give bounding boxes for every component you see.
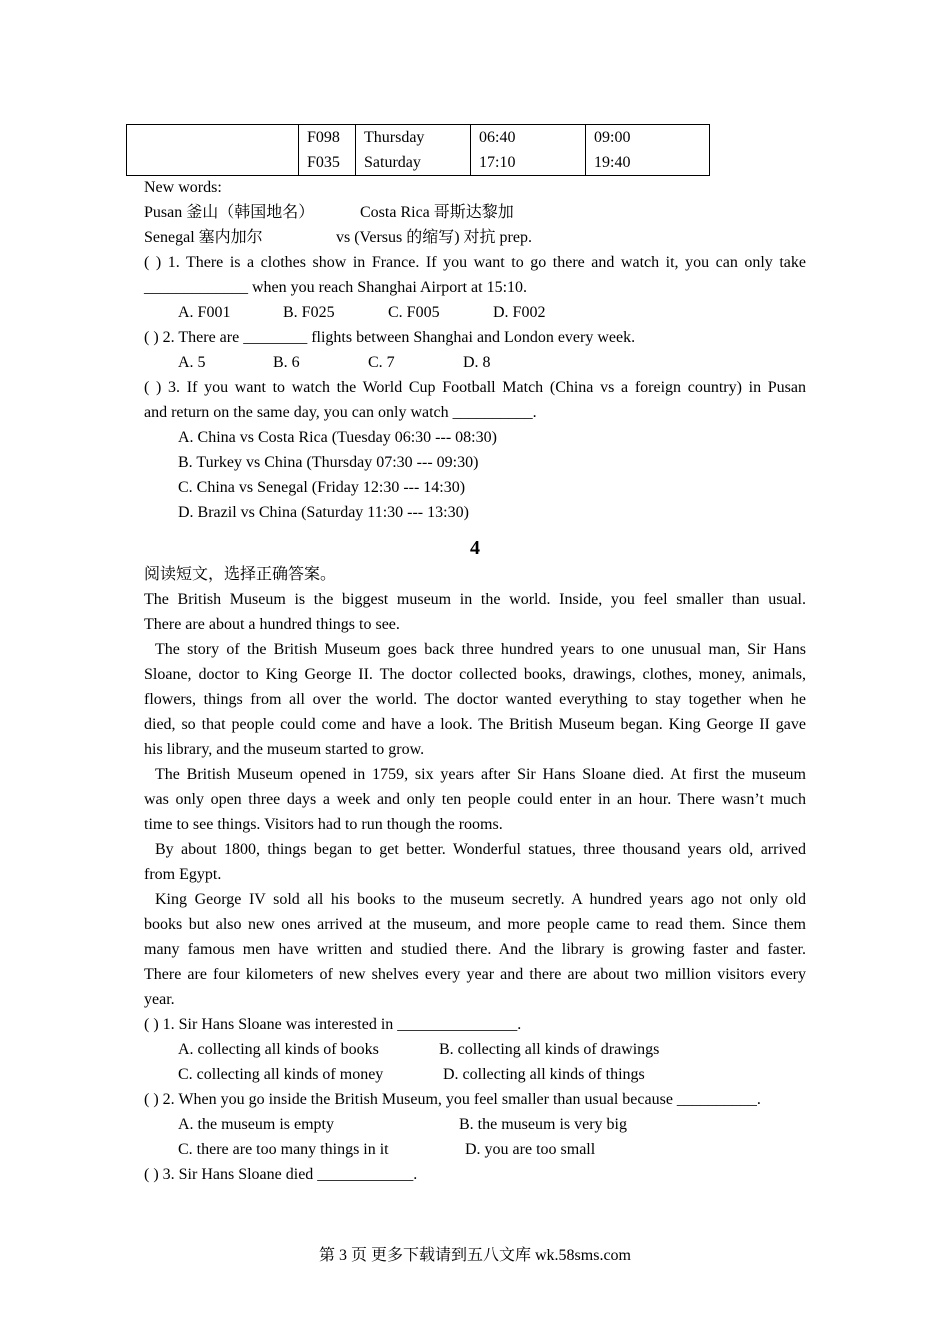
passage-line: There are about a hundred things to see. bbox=[144, 616, 400, 633]
page-footer: 第 3 页 更多下载请到五八文库 wk.58sms.com bbox=[318, 1247, 631, 1264]
option: C. collecting all kinds of money bbox=[178, 1066, 384, 1083]
table-cell-depart: 06:40 bbox=[471, 125, 586, 151]
section-number: 4 bbox=[470, 537, 480, 559]
option: A. 5 bbox=[178, 354, 206, 371]
new-words-title: New words: bbox=[144, 179, 222, 196]
passage-line: The British Museum is the biggest museum in the world. Inside, you feel smaller than usual. bbox=[144, 591, 806, 608]
passage-line: The story of the British Museum goes back three hundred years to one unusual man, Sir Hans bbox=[155, 641, 806, 658]
passage bbox=[144, 587, 806, 1012]
question-line: ( ) 2. When you go inside the British Museum, you feel smaller than usual because __________. bbox=[144, 1091, 761, 1108]
table-cell bbox=[127, 150, 299, 176]
option-row bbox=[144, 1112, 806, 1137]
passage-line: By about 1800, things began to get better. Wonderful statues, three thousand years old, arrived bbox=[155, 841, 806, 858]
option: A. China vs Costa Rica (Tuesday 06:30 --- 08:30) bbox=[178, 429, 497, 446]
passage-line: died, so that people could come and have a look. The British Museum began. King George II gave bbox=[144, 716, 806, 733]
document-body bbox=[144, 175, 806, 1187]
instruction: 阅读短文，选择正确答案。 bbox=[144, 566, 337, 583]
option: D. you are too small bbox=[465, 1141, 596, 1158]
passage-line: year. bbox=[144, 991, 175, 1008]
option: C. there are too many things in it bbox=[178, 1141, 389, 1158]
table-cell-day: Thursday bbox=[356, 125, 471, 151]
question-line: and return on the same day, you can only watch __________. bbox=[144, 404, 537, 421]
question-line: ( ) 1. Sir Hans Sloane was interested in _______________. bbox=[144, 1016, 522, 1033]
new-words-line-2 bbox=[144, 225, 806, 250]
option: C. F005 bbox=[388, 304, 440, 321]
option: A. the museum is empty bbox=[178, 1116, 334, 1133]
option: D. 8 bbox=[463, 354, 491, 371]
option-row bbox=[144, 1037, 806, 1062]
question-line: _____________ when you reach Shanghai Airport at 15:10. bbox=[144, 279, 528, 296]
option: B. 6 bbox=[273, 354, 300, 371]
question-line: ( ) 1. There is a clothes show in France. If you want to go there and watch it, you can only take bbox=[144, 254, 806, 271]
option: A. collecting all kinds of books bbox=[178, 1041, 379, 1058]
table-cell bbox=[127, 125, 299, 151]
passage-line: from Egypt. bbox=[144, 866, 222, 883]
question-line: ( ) 2. There are ________ flights between Shanghai and London every week. bbox=[144, 329, 636, 346]
passage-line: was only open three days a week and only ten people could enter in an hour. There wasn’t much bbox=[144, 791, 806, 808]
passage-line: books but also new ones arrived at the museum, and more people came to read them. Since them bbox=[144, 916, 806, 933]
option: B. Turkey vs China (Thursday 07:30 --- 09:30) bbox=[178, 454, 479, 471]
option-row bbox=[144, 1062, 806, 1087]
new-word-costa-rica: Costa Rica 哥斯达黎加 bbox=[360, 204, 514, 221]
option: B. the museum is very big bbox=[459, 1116, 627, 1133]
passage-line: There are four kilometers of new shelves every year and there are about two million visitors every bbox=[144, 966, 806, 983]
option: D. F002 bbox=[493, 304, 546, 321]
option: C. 7 bbox=[368, 354, 395, 371]
table-row bbox=[127, 150, 710, 176]
table-cell-arrive: 09:00 bbox=[586, 125, 710, 151]
question-line: ( ) 3. If you want to watch the World Cup Football Match (China vs a foreign country) in Pusan bbox=[144, 379, 806, 396]
passage-line: his library, and the museum started to grow. bbox=[144, 741, 425, 758]
passage-line: The British Museum opened in 1759, six years after Sir Hans Sloane died. At first the museum bbox=[155, 766, 806, 783]
table-cell-flight: F035 bbox=[299, 150, 356, 176]
table-cell-depart: 17:10 bbox=[471, 150, 586, 176]
option: D. Brazil vs China (Saturday 11:30 --- 13:30) bbox=[178, 504, 469, 521]
passage-line: many famous men have written and studied there. And the library is growing faster and faster. bbox=[144, 941, 806, 958]
option: B. collecting all kinds of drawings bbox=[439, 1041, 660, 1058]
new-word-pusan: Pusan 釜山（韩国地名） bbox=[144, 204, 315, 221]
option-row bbox=[144, 300, 806, 325]
option-row bbox=[144, 1137, 806, 1162]
option: C. China vs Senegal (Friday 12:30 --- 14:30) bbox=[178, 479, 466, 496]
table-cell-flight: F098 bbox=[299, 125, 356, 151]
passage-line: time to see things. Visitors had to run though the rooms. bbox=[144, 816, 503, 833]
passage-line: flowers, things from all over the world. The doctor wanted everything to stay together when he bbox=[144, 691, 806, 708]
option: A. F001 bbox=[178, 304, 231, 321]
table-cell-arrive: 19:40 bbox=[586, 150, 710, 176]
table-cell-day: Saturday bbox=[356, 150, 471, 176]
passage-line: Sloane, doctor to King George II. The doctor collected books, drawings, clothes, money, animals, bbox=[144, 666, 806, 683]
question-line: ( ) 3. Sir Hans Sloane died ____________. bbox=[144, 1166, 418, 1183]
new-word-senegal: Senegal 塞内加尔 bbox=[144, 229, 263, 246]
new-words-line-1 bbox=[144, 200, 806, 225]
passage-line: King George IV sold all his books to the museum secretly. A hundred years ago not only old bbox=[155, 891, 806, 908]
table-row bbox=[127, 125, 710, 151]
option: D. collecting all kinds of things bbox=[443, 1066, 645, 1083]
option-row bbox=[144, 350, 806, 375]
option: B. F025 bbox=[283, 304, 335, 321]
flight-table bbox=[126, 124, 710, 176]
new-word-versus: vs (Versus 的缩写) 对抗 prep. bbox=[336, 229, 532, 246]
